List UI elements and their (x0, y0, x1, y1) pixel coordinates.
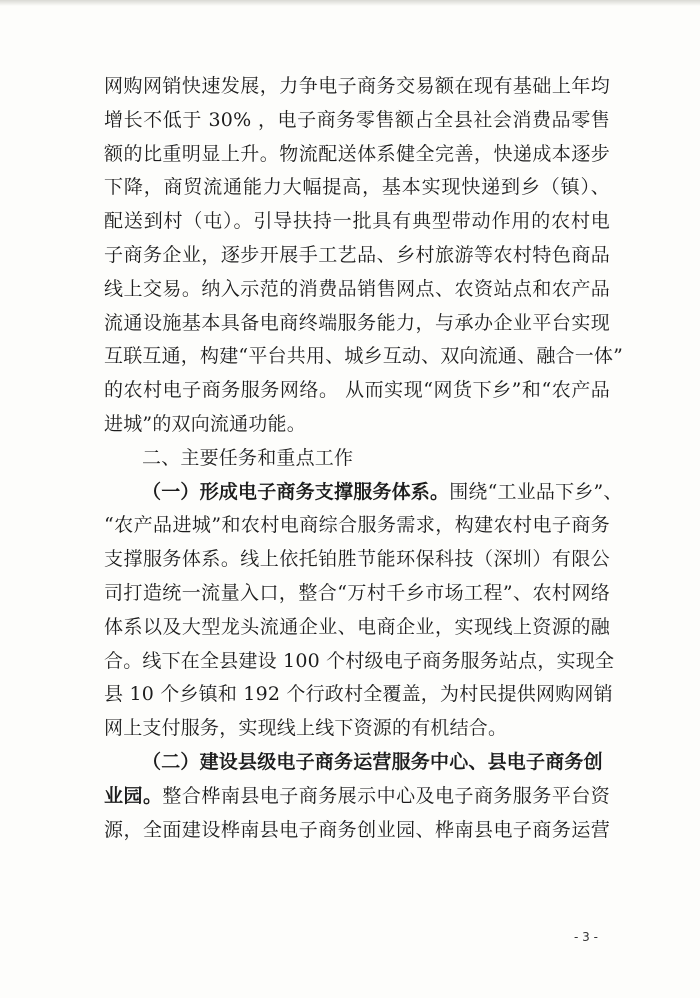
paragraph-line: 线上交易。纳入示范的消费品销售网点、农资站点和农产品 (104, 277, 610, 300)
paragraph-line: 源，全面建设桦南县电子商务创业园、桦南县电子商务运营 (104, 818, 610, 841)
item2-title-line1: （二）建设县级电子商务运营服务中心、县电子商务创 (142, 750, 603, 773)
paragraph-line: “农产品进城”和农村电商综合服务需求，构建农村电子商务 (104, 514, 610, 537)
paragraph-line: 县 10 个乡镇和 192 个行政村全覆盖，为村民提供网购网销 (104, 683, 613, 706)
paragraph-line: 流通设施基本具备电商终端服务能力，与承办企业平台实现 (104, 311, 610, 334)
paragraph-line: 配送到村（屯）。引导扶持一批具有典型带动作用的农村电 (104, 210, 610, 233)
item1-first-line-text: 围绕“工业品下乡”、 (449, 480, 623, 503)
section-heading: 二、主要任务和重点工作 (142, 446, 354, 469)
paragraph-line: 的农村电子商务服务网络。 从而实现“网货下乡”和“农产品 (104, 379, 610, 402)
paragraph-line: 增长不低于 30% ，电子商务零售额占全县社会消费品零售 (104, 108, 610, 131)
paragraph-line: 下降，商贸流通能力大幅提高，基本实现快递到乡（镇）、 (104, 176, 610, 199)
paragraph-line: 子商务企业，逐步开展手工艺品、乡村旅游等农村特色商品 (104, 243, 610, 266)
item1-first-line (104, 476, 623, 510)
page-number: - 3 - (574, 930, 598, 944)
paragraph-line: 网上支付服务，实现线上线下资源的有机结合。 (104, 717, 508, 740)
document-body (104, 70, 624, 847)
paragraph-line: 合。线下在全县建设 100 个村级电子商务服务站点，实现全 (104, 649, 615, 672)
paragraph-line: 互联互通，构建“平台共用、城乡互动、双向流通、融合一体” (104, 345, 624, 368)
item1-title: （一）形成电子商务支撑服务体系。 (142, 480, 450, 503)
paragraph-line: 额的比重明显上升。物流配送体系健全完善，快递成本逐步 (104, 142, 610, 165)
item2-second-line (104, 780, 610, 814)
paragraph-line: 体系以及大型龙头流通企业、电商企业，实现线上资源的融 (104, 615, 610, 638)
item2-first-line-text: 整合桦南县电子商务展示中心及电子商务服务平台资 (162, 784, 610, 807)
paragraph-line: 进城”的双向流通功能。 (104, 412, 306, 435)
item2-title-line2: 业园。 (104, 784, 163, 807)
scan-top-edge (0, 0, 700, 6)
paragraph-line: 支撑服务体系。线上依托铂胜节能环保科技（深圳）有限公 (104, 548, 610, 571)
paragraph-line: 网购网销快速发展，力争电子商务交易额在现有基础上年均 (104, 75, 610, 97)
paragraph-line: 司打造统一流量入口，整合“万村千乡市场工程”、农村网络 (104, 581, 610, 604)
